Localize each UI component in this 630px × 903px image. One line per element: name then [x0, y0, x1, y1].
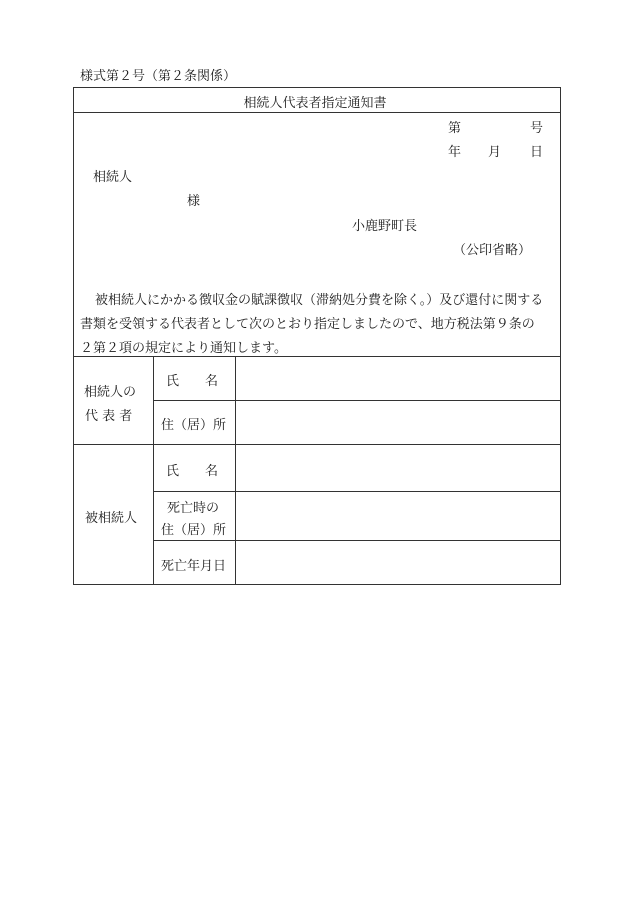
date-day: 日: [530, 145, 544, 160]
representative-group-label-1: 相続人の: [84, 385, 137, 400]
decedent-address-field[interactable]: [236, 492, 560, 540]
decedent-death-date-field[interactable]: [236, 541, 560, 584]
decedent-death-date-label: 死亡年月日: [161, 559, 227, 574]
decedent-group-label: 被相続人: [85, 511, 138, 526]
representative-name-label: 氏 名: [166, 374, 219, 389]
body-line-1: 被相続人にかかる徴収金の賦課徴収（滞納処分費を除く。）及び還付に関する: [95, 293, 544, 308]
table-border-bottom: [73, 584, 561, 585]
body-line-2: 書類を受領する代表者として次のとおり指定しましたので、地方税法第９条の: [80, 317, 535, 332]
addressee-honorific: 様: [187, 194, 201, 209]
representative-address-label: 住（居）所: [161, 418, 227, 433]
date-year: 年: [448, 145, 462, 160]
table-border-top: [73, 87, 561, 88]
column-line-1: [153, 356, 154, 585]
form-label: 様式第２号（第２条関係）: [80, 69, 237, 84]
decedent-name-label: 氏 名: [166, 464, 219, 479]
decedent-name-field[interactable]: [236, 445, 560, 491]
decedent-address-label-1: 死亡時の: [167, 501, 220, 516]
table-border-left: [73, 87, 74, 585]
document-title: 相続人代表者指定通知書: [243, 96, 387, 111]
representative-name-field[interactable]: [236, 357, 560, 400]
addressee-label: 相続人: [93, 170, 133, 185]
body-line-3: ２第２項の規定により通知します。: [80, 341, 287, 356]
date-month: 月: [488, 145, 502, 160]
number-prefix: 第: [448, 121, 462, 136]
representative-address-field[interactable]: [236, 401, 560, 444]
decedent-address-label-2: 住（居）所: [161, 523, 227, 538]
seal-note: （公印省略）: [453, 243, 532, 258]
number-suffix: 号: [530, 121, 544, 136]
title-separator: [73, 112, 561, 113]
table-border-right: [560, 87, 561, 585]
representative-group-label-2: 代 表 者: [85, 409, 133, 424]
sender-name: 小鹿野町長: [352, 219, 418, 234]
